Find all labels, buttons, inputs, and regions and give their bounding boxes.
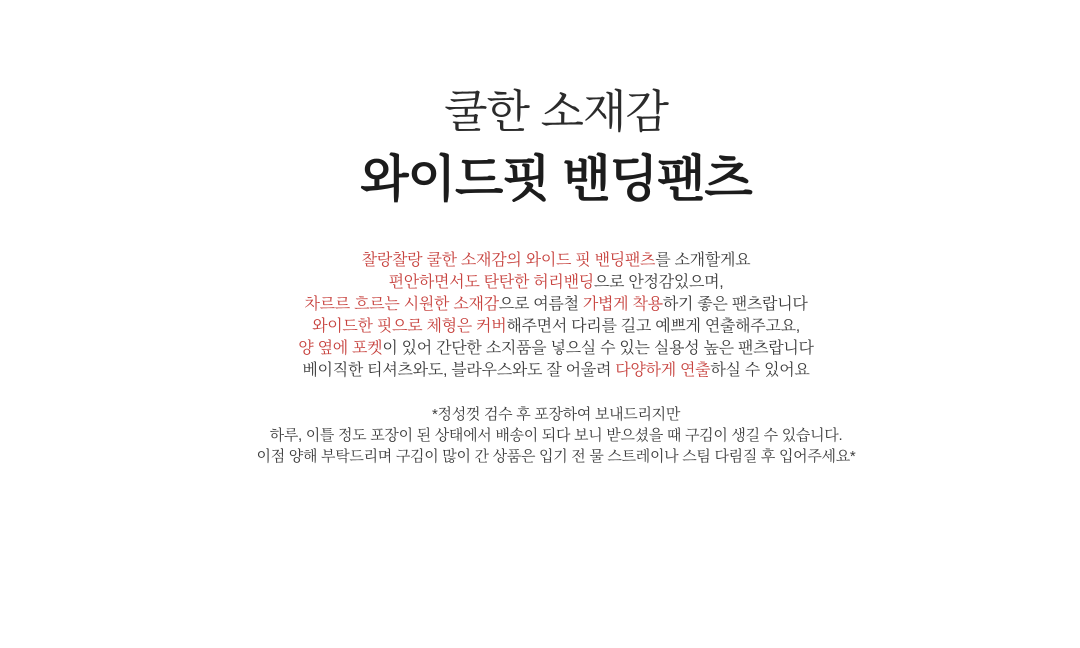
plain-text: 하기 좋은 팬츠랍니다 (662, 296, 808, 313)
plain-text: 를 소개할게요 (655, 252, 751, 269)
notice-line: *정성껏 검수 후 포장하여 보내드리지만 (431, 406, 681, 423)
notice-line: 이점 양해 부탁드리며 구김이 많이 간 상품은 입기 전 물 스트레이나 스팀 다림질 후 입어주세요* (256, 448, 856, 465)
page-subtitle: 쿨한 소재감 (444, 86, 668, 137)
plain-text: 으로 여름철 (498, 296, 583, 313)
plain-text: 이 있어 간단한 소지품을 넣으실 수 있는 실용성 높은 팬츠랍니다 (382, 340, 814, 357)
description-line (32, 272, 1080, 294)
highlighted-text: 와이드한 핏으로 체형은 커버 (312, 318, 507, 335)
shipping-notice (32, 404, 1080, 467)
plain-text: 하실 수 있어요 (710, 362, 810, 379)
description-line (32, 338, 1080, 360)
highlighted-text: 찰랑찰랑 쿨한 소재감의 와이드 핏 밴딩팬츠 (361, 252, 656, 269)
highlighted-text: 양 옆에 포켓 (298, 340, 383, 357)
highlighted-text: 편안하면서도 탄탄한 허리밴딩 (388, 274, 594, 291)
description-line (32, 360, 1080, 382)
highlighted-text: 다양하게 연출 (615, 362, 711, 379)
page-title: 와이드핏 밴딩팬츠 (360, 151, 752, 207)
plain-text: 으로 안정감있으며, (593, 274, 724, 291)
highlighted-text: 차르르 흐르는 시원한 소재감 (304, 296, 499, 313)
description (32, 250, 1080, 382)
notice-line: 하루, 이틀 정도 포장이 된 상태에서 배송이 되다 보니 받으셨을 때 구김이 생길 수 있습니다. (269, 427, 843, 444)
highlighted-text: 가볍게 착용 (582, 296, 663, 313)
description-line (32, 294, 1080, 316)
plain-text: 베이직한 티셔츠와도, 블라우스와도 잘 어울려 (302, 362, 616, 379)
description-line (32, 250, 1080, 272)
description-line (32, 316, 1080, 338)
plain-text: 해주면서 다리를 길고 예쁘게 연출해주고요, (506, 318, 800, 335)
